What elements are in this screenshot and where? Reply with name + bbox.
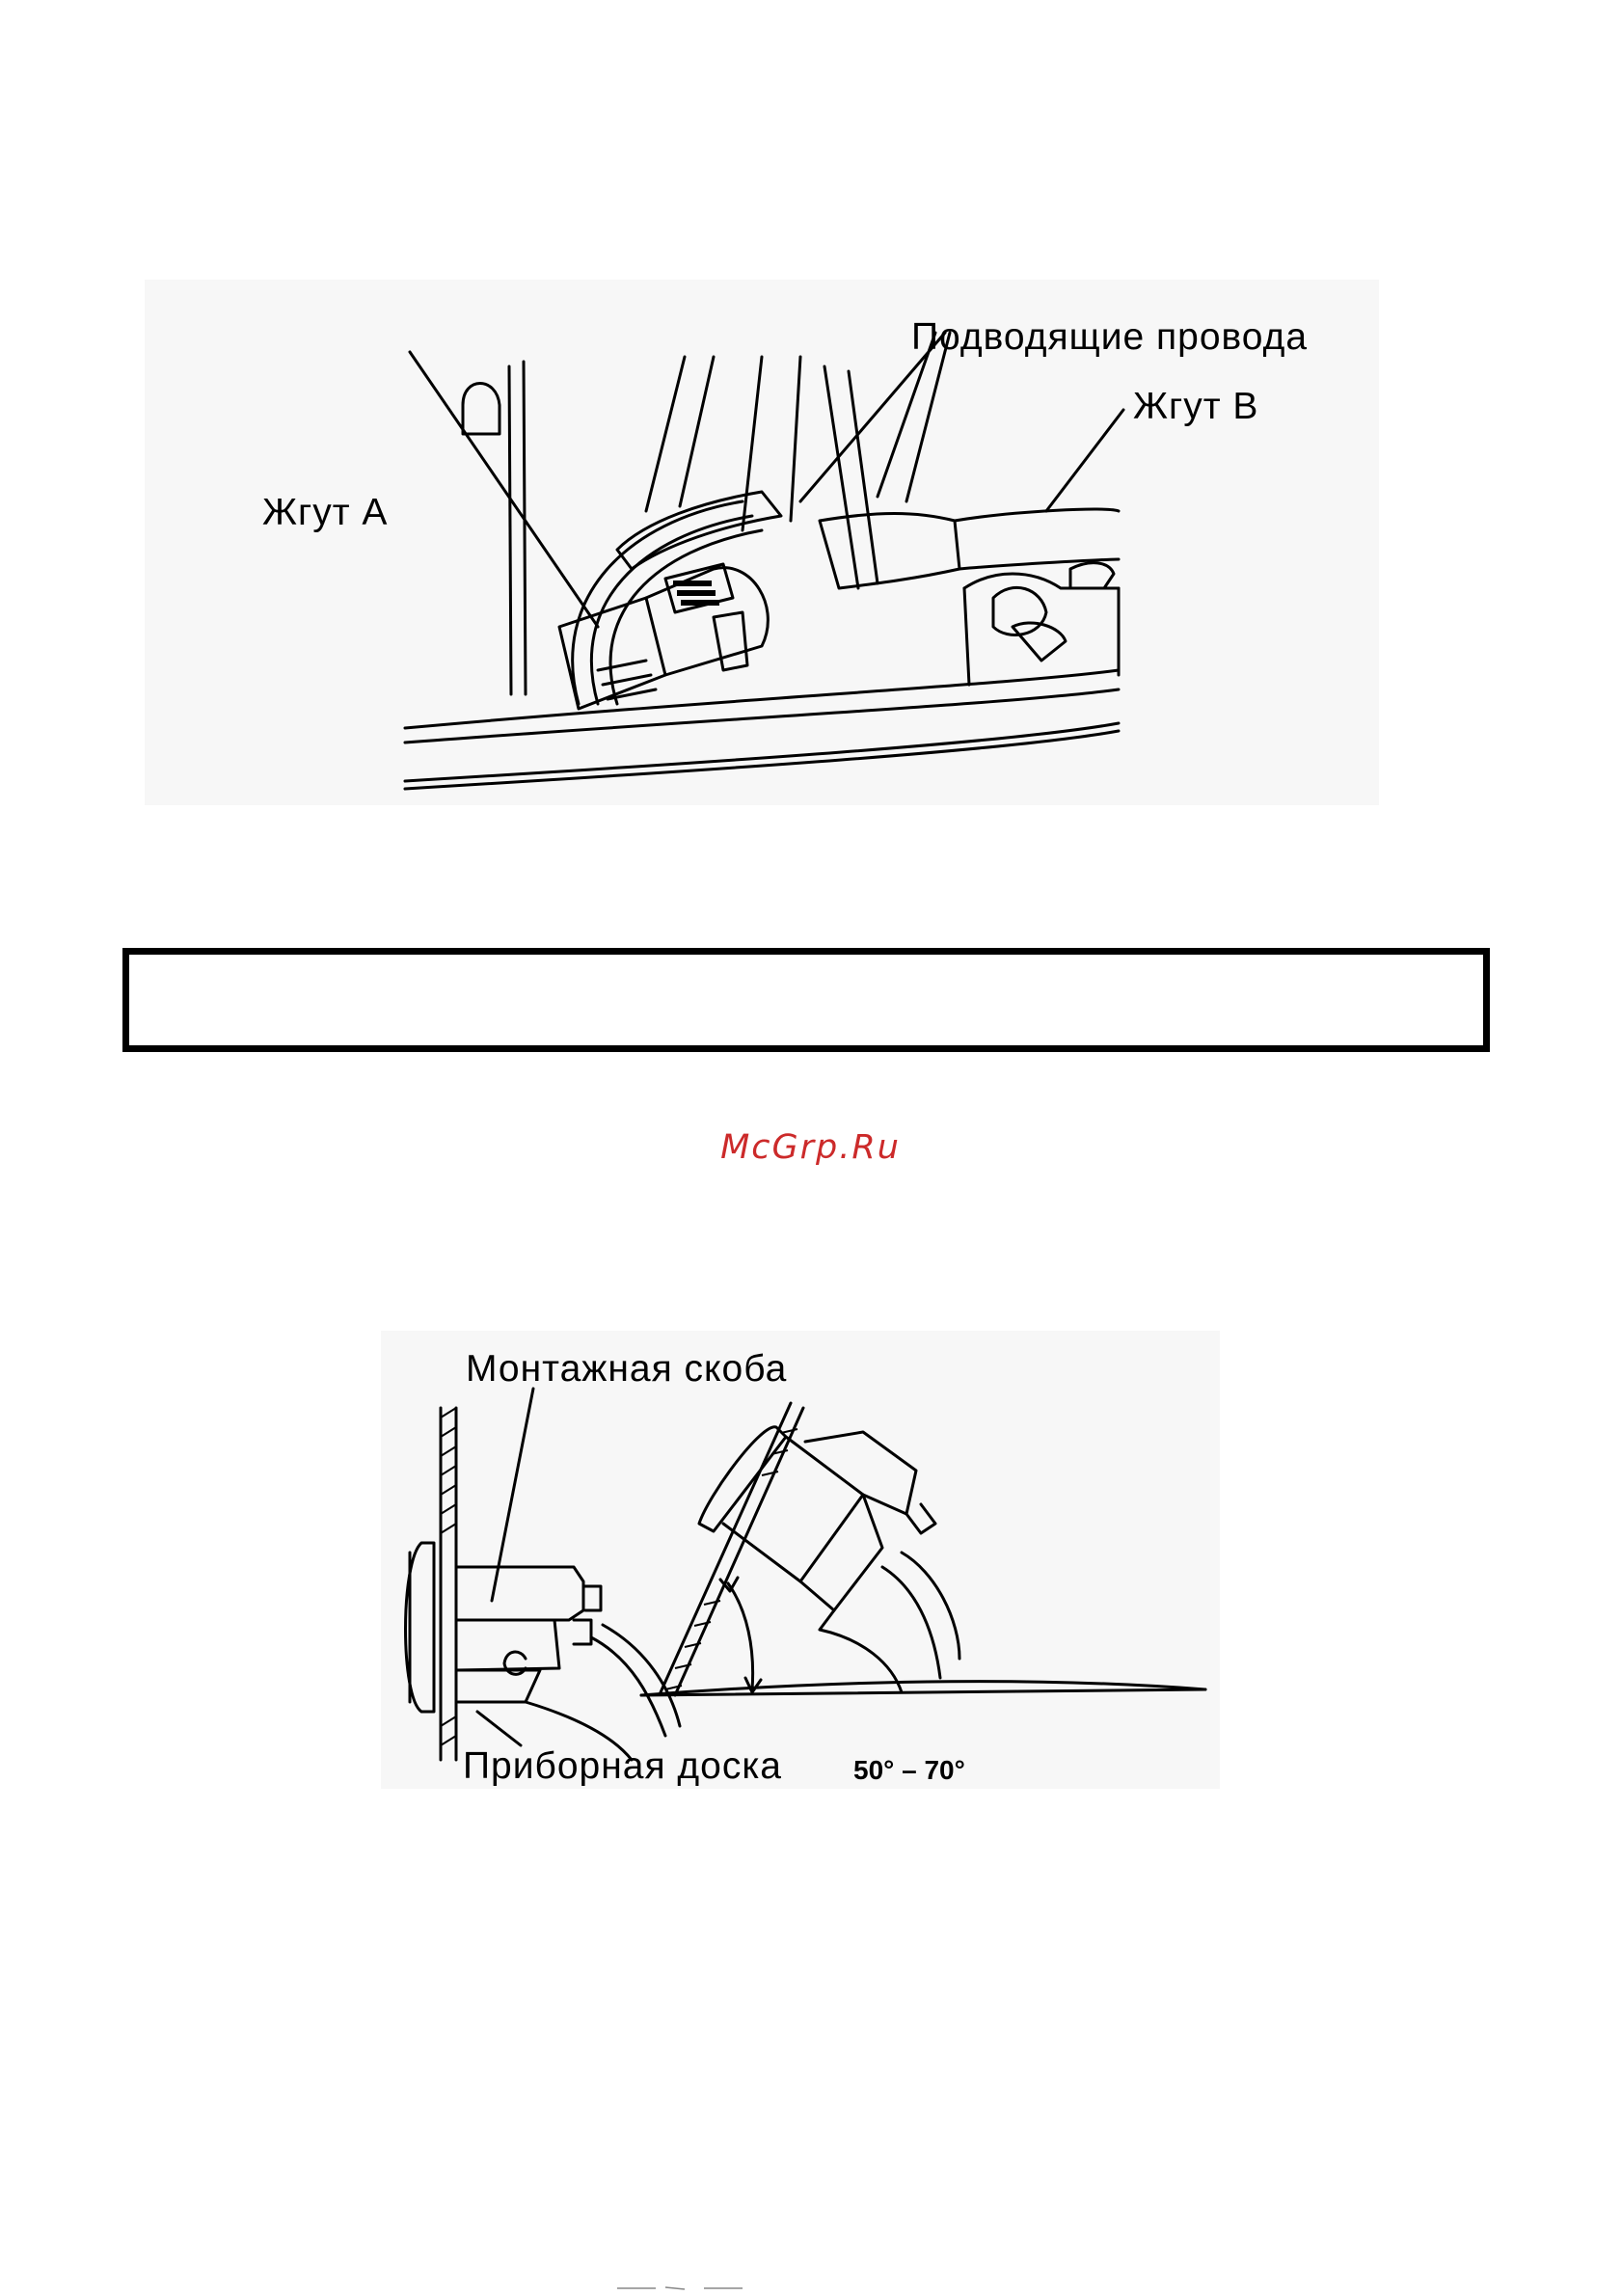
label-angle-range: 50° – 70°	[853, 1755, 965, 1785]
harness-figure	[145, 280, 1379, 805]
label-harness-b: Жгут В	[1133, 386, 1259, 427]
label-mounting-bracket: Монтажная скоба	[466, 1348, 788, 1390]
gauge-illustration	[381, 1331, 1220, 1789]
watermark: McGrp.Ru	[720, 1128, 901, 1167]
blank-frame	[122, 948, 1490, 1052]
gauge-mounting-figure	[381, 1331, 1220, 1789]
footer-mark	[617, 2283, 771, 2291]
label-lead-wires: Подводящие провода	[911, 316, 1309, 358]
label-dashboard: Приборная доска	[463, 1745, 782, 1787]
harness-illustration	[145, 280, 1379, 805]
label-harness-a: Жгут А	[262, 492, 389, 533]
